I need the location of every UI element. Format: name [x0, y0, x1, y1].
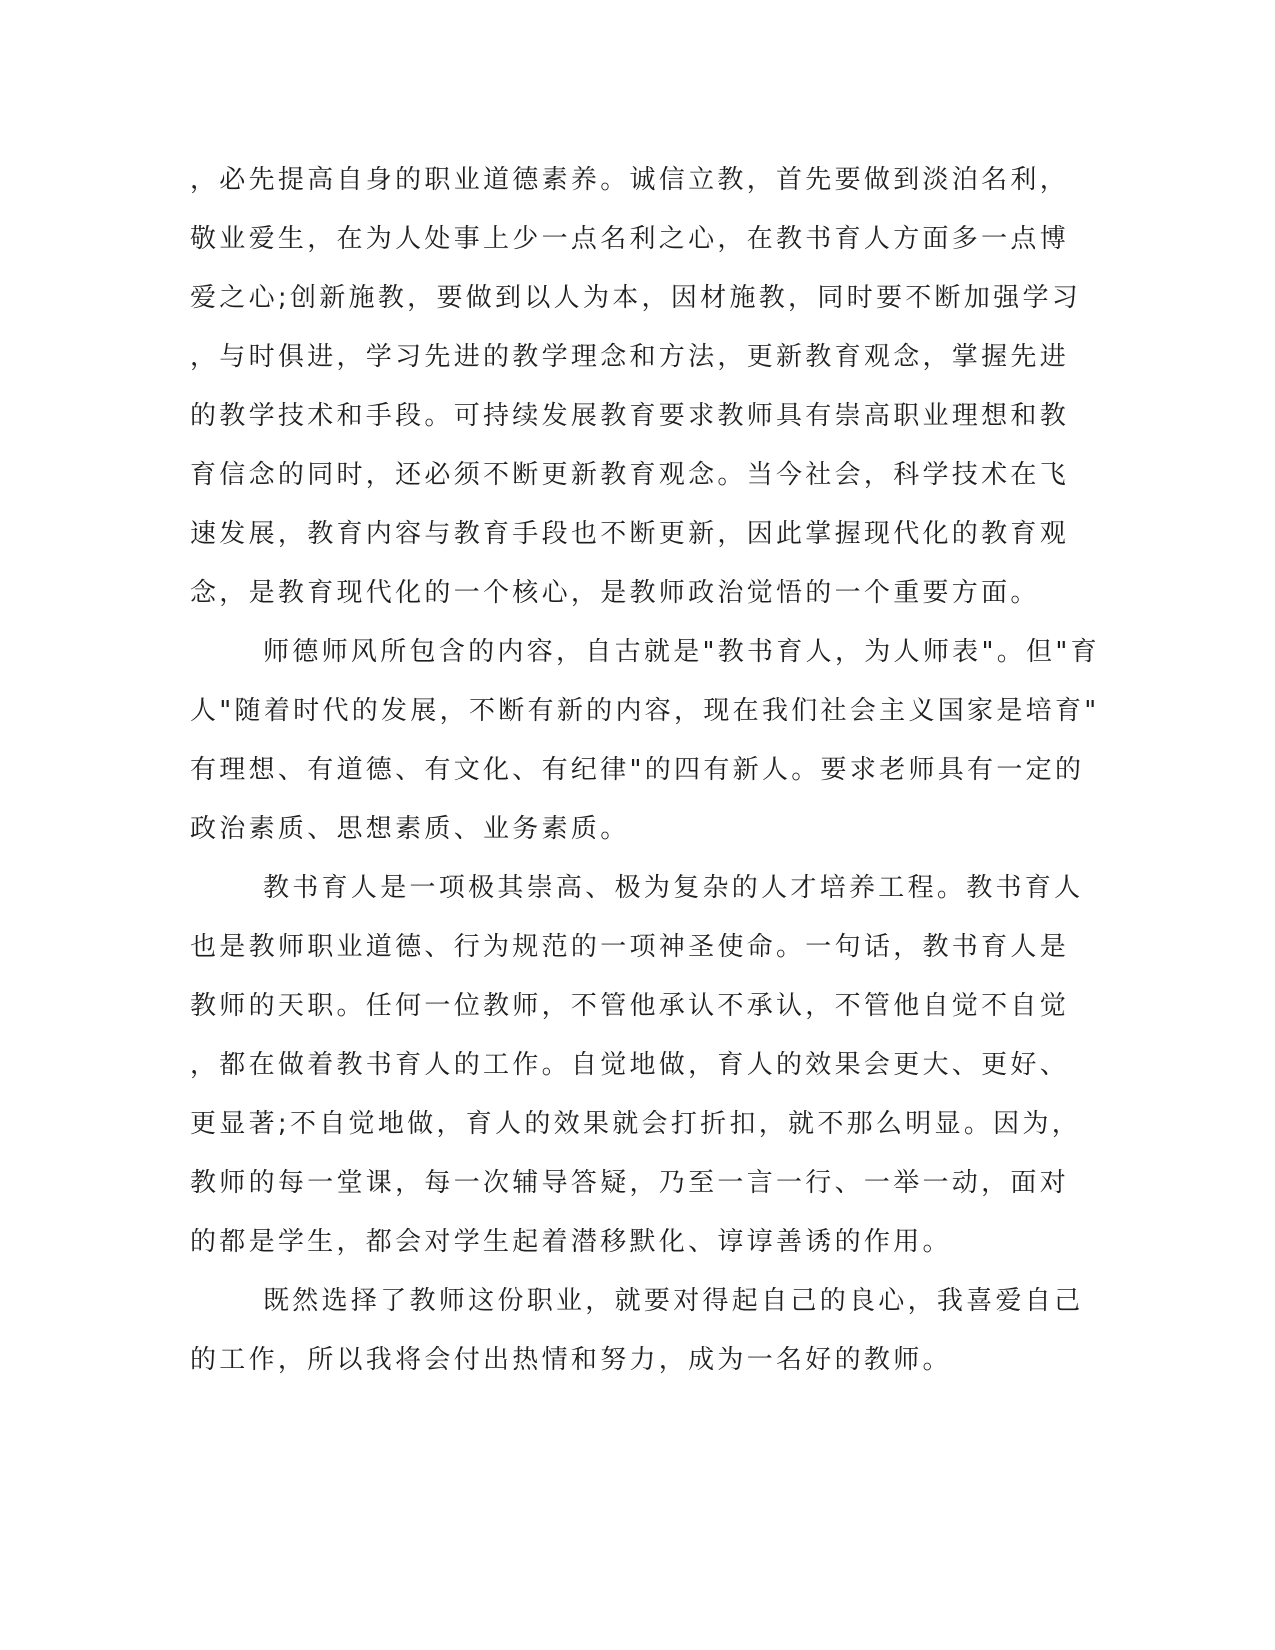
text-line: 更显著;不自觉地做，育人的效果就会打折扣，就不那么明显。因为， — [190, 1109, 1082, 1139]
text-line: 育信念的同时，还必须不断更新教育观念。当今社会，科学技术在飞 — [190, 460, 1070, 490]
text-line: 也是教师职业道德、行为规范的一项神圣使命。一句话，教书育人是 — [190, 932, 1070, 962]
text-line: 有理想、有道德、有文化、有纪律"的四有新人。要求老师具有一定的 — [190, 755, 1085, 785]
text-line: ，都在做着教书育人的工作。自觉地做，育人的效果会更大、更好、 — [190, 1050, 1070, 1080]
paragraph-start-line: 教书育人是一项极其崇高、极为复杂的人才培养工程。教书育人 — [263, 873, 1084, 903]
text-line: 念，是教育现代化的一个核心，是教师政治觉悟的一个重要方面。 — [190, 578, 1040, 608]
text-line: 敬业爱生，在为人处事上少一点名利之心，在教书育人方面多一点博 — [190, 224, 1070, 254]
text-line: ，与时俱进，学习先进的教学理念和方法，更新教育观念，掌握先进 — [190, 342, 1070, 372]
text-line: 的教学技术和手段。可持续发展教育要求教师具有崇高职业理想和教 — [190, 401, 1070, 431]
paragraph-start-line: 师德师风所包含的内容，自古就是"教书育人，为人师表"。但"育 — [263, 637, 1100, 667]
text-line: 爱之心;创新施教，要做到以人为本，因材施教，同时要不断加强学习 — [190, 283, 1082, 313]
text-line: 教师的天职。任何一位教师，不管他承认不承认，不管他自觉不自觉 — [190, 991, 1070, 1021]
text-line: 速发展，教育内容与教育手段也不断更新，因此掌握现代化的教育观 — [190, 519, 1070, 549]
paragraph-start-line: 既然选择了教师这份职业，就要对得起自己的良心，我喜爱自己 — [263, 1286, 1084, 1316]
text-line: ，必先提高自身的职业道德素养。诚信立教，首先要做到淡泊名利， — [190, 165, 1070, 195]
text-line: 的工作，所以我将会付出热情和努力，成为一名好的教师。 — [190, 1345, 952, 1375]
text-line: 人"随着时代的发展，不断有新的内容，现在我们社会主义国家是培育" — [190, 696, 1100, 726]
text-line: 的都是学生，都会对学生起着潜移默化、谆谆善诱的作用。 — [190, 1227, 952, 1257]
text-line: 政治素质、思想素质、业务素质。 — [190, 814, 630, 844]
text-line: 教师的每一堂课，每一次辅导答疑，乃至一言一行、一举一动，面对 — [190, 1168, 1070, 1198]
